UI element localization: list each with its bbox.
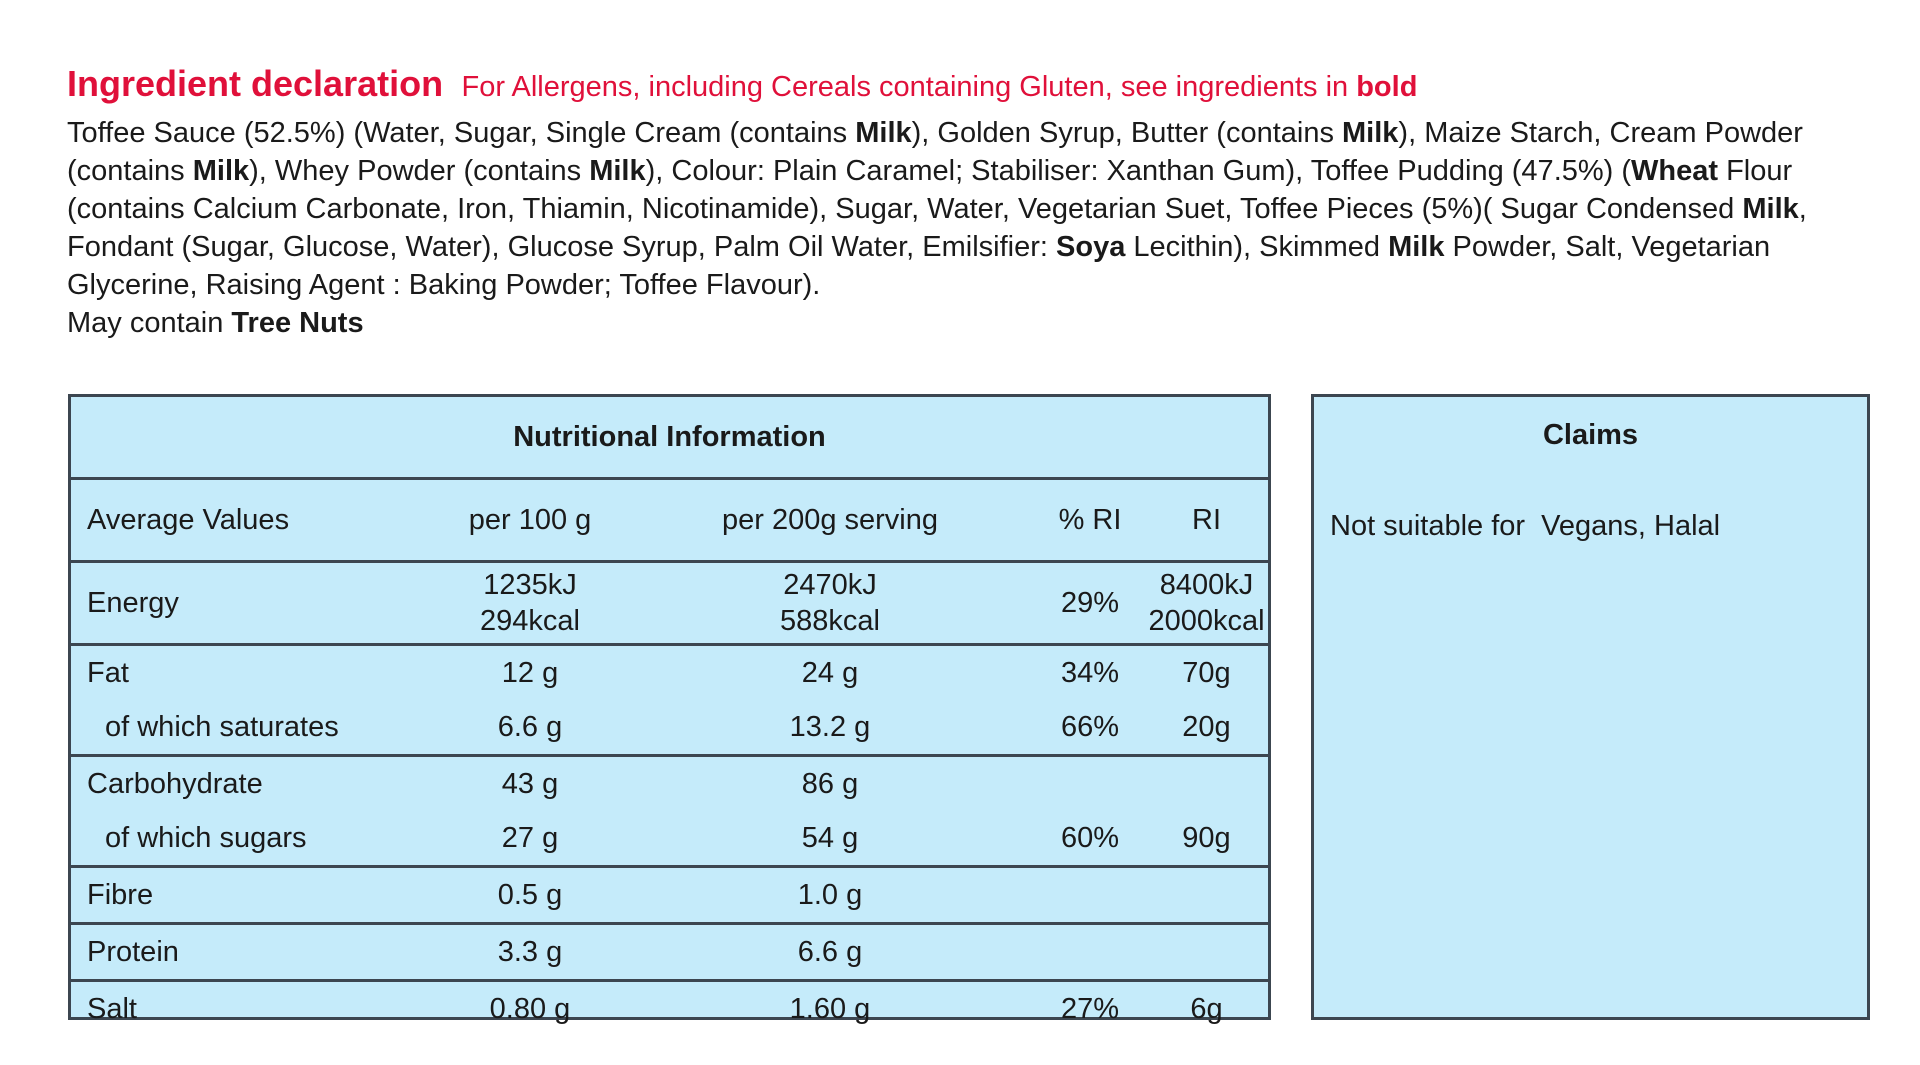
nutrient-name: of which sugars (71, 811, 435, 867)
allergen-note-text: For Allergens, including Cereals containing Gluten, see ingredients in (461, 71, 1357, 103)
energy-ri (1145, 562, 1268, 645)
ri-value: 6g (1190, 992, 1223, 1025)
claims-title: Claims (1542, 419, 1639, 451)
per-serving-value: 6.6 g (625, 924, 1035, 981)
ingredient-text: Toffee Sauce (52.5%) (Water, Sugar, Single Cream (contains (67, 117, 856, 149)
percent-ri-value: 60% (1035, 811, 1145, 867)
ingredient-title: Ingredient declaration (67, 63, 444, 104)
allergen-ingredient: Milk (1342, 117, 1399, 149)
nutrition-table-panel (68, 394, 1271, 1025)
may-contain-line (67, 304, 1867, 342)
nutrient-name: Carbohydrate (87, 767, 263, 800)
nutrient-name: Energy (71, 562, 435, 645)
nutrient-name: Fat (87, 656, 129, 689)
percent-ri-value (1035, 756, 1145, 812)
per-serving-value: 1.0 g (625, 867, 1035, 924)
header-per-serving: per 200g serving (625, 480, 1035, 562)
percent-ri-value (1035, 867, 1145, 924)
ingredient-text: ), Maize Starch, Cream Powder (contains (67, 117, 1803, 187)
per-serving-value: 24 g (801, 656, 859, 689)
table-row-fat (71, 645, 1268, 701)
allergen-ingredient: Milk (589, 155, 646, 187)
ri-value: 20g (1145, 700, 1268, 756)
ri-value (1145, 924, 1268, 981)
percent-ri-value: 34% (1060, 656, 1120, 689)
nutrient-name: Salt (87, 992, 137, 1025)
table-row-sugars (71, 811, 1268, 867)
energy-ri-kj: 8400kJ (1159, 569, 1254, 601)
ingredient-text: ), Colour: Plain Caramel; Stabiliser: Xanthan Gum), Toffee Pudding (47.5%) ( (645, 155, 1632, 187)
per-100g-value: 12 g (501, 656, 559, 689)
per-100g-value: 0.5 g (435, 867, 625, 924)
ingredient-heading (67, 60, 1867, 116)
ingredient-text: , Fondant (Sugar, Glucose, Water), Glucose Syrup, Palm Oil Water, Emilsifier: (67, 193, 1807, 263)
ingredient-text: Lecithin), Skimmed (1125, 231, 1389, 263)
energy-percent-ri: 29% (1035, 562, 1145, 645)
nutrient-name: Protein (71, 924, 435, 981)
per-serving-value: 86 g (801, 767, 859, 800)
table-row-carbohydrate (71, 756, 1268, 812)
energy-per-100g (435, 562, 625, 645)
per-100g-value: 0.80 g (489, 992, 571, 1025)
nutrient-name: Fibre (71, 867, 435, 924)
ingredient-declaration (67, 60, 1867, 342)
allergen-note (462, 71, 1418, 103)
allergen-ingredient: Milk (855, 117, 912, 149)
allergen-note-bold: bold (1356, 71, 1418, 103)
nutrient-name: of which saturates (71, 700, 435, 756)
ingredient-text: Flour (contains Calcium Carbonate, Iron, Thiamin, Nicotinamide), Sugar, Water, Vegetarian Suet, Toffee Pieces (5%)( Sugar Condensed (67, 155, 1793, 225)
table-row-saturates (71, 700, 1268, 756)
ingredient-text: Powder, Salt, Vegetarian Glycerine, Raising Agent : Baking Powder; Toffee Flavour). (67, 231, 1771, 301)
per-serving-value: 13.2 g (625, 700, 1035, 756)
table-header-row (71, 480, 1268, 562)
claims-text: Not suitable for Vegans, Halal (1330, 510, 1721, 542)
ri-value (1145, 867, 1268, 924)
ri-value (1145, 756, 1268, 812)
percent-ri-value: 66% (1035, 700, 1145, 756)
ingredient-text: ), Whey Powder (contains (249, 155, 590, 187)
header-ri: RI (1145, 480, 1268, 562)
may-contain-text: May contain (67, 307, 232, 339)
energy-per-serving-kj: 2470kJ (783, 569, 877, 601)
energy-ri-kcal: 2000kcal (1148, 605, 1265, 637)
per-serving-value: 1.60 g (789, 992, 871, 1025)
per-100g-value: 3.3 g (435, 924, 625, 981)
percent-ri-value: 27% (1060, 992, 1120, 1025)
energy-per-100g-kj: 1235kJ (483, 569, 577, 601)
allergen-ingredient: Wheat (1631, 155, 1719, 187)
nutrition-title: Nutritional Information (71, 397, 1268, 480)
ri-value: 90g (1145, 811, 1268, 867)
ingredient-list (67, 114, 1867, 304)
per-100g-value: 43 g (501, 767, 559, 800)
per-serving-value: 54 g (625, 811, 1035, 867)
energy-per-serving-kcal: 588kcal (780, 605, 880, 637)
per-100g-value: 27 g (435, 811, 625, 867)
table-row-fibre (71, 867, 1268, 924)
table-row-protein (71, 924, 1268, 981)
header-percent-ri: % RI (1035, 480, 1145, 562)
header-average-values: Average Values (71, 480, 435, 562)
header-per-100g: per 100 g (435, 480, 625, 562)
claims-panel (1311, 394, 1870, 1020)
energy-per-serving (625, 562, 1035, 645)
allergen-ingredient: Soya (1056, 231, 1126, 263)
allergen-ingredient: Milk (1388, 231, 1445, 263)
table-row-energy (71, 562, 1268, 645)
ingredient-text: ), Golden Syrup, Butter (contains (911, 117, 1343, 149)
may-contain-allergen: Tree Nuts (231, 307, 364, 339)
allergen-ingredient: Milk (1742, 193, 1799, 225)
allergen-ingredient: Milk (192, 155, 250, 187)
ri-value: 70g (1182, 656, 1231, 689)
percent-ri-value (1035, 924, 1145, 981)
table-row-salt (71, 981, 1268, 1037)
per-100g-value: 6.6 g (435, 700, 625, 756)
nutrition-table (71, 480, 1268, 1036)
energy-per-100g-kcal: 294kcal (480, 605, 580, 637)
